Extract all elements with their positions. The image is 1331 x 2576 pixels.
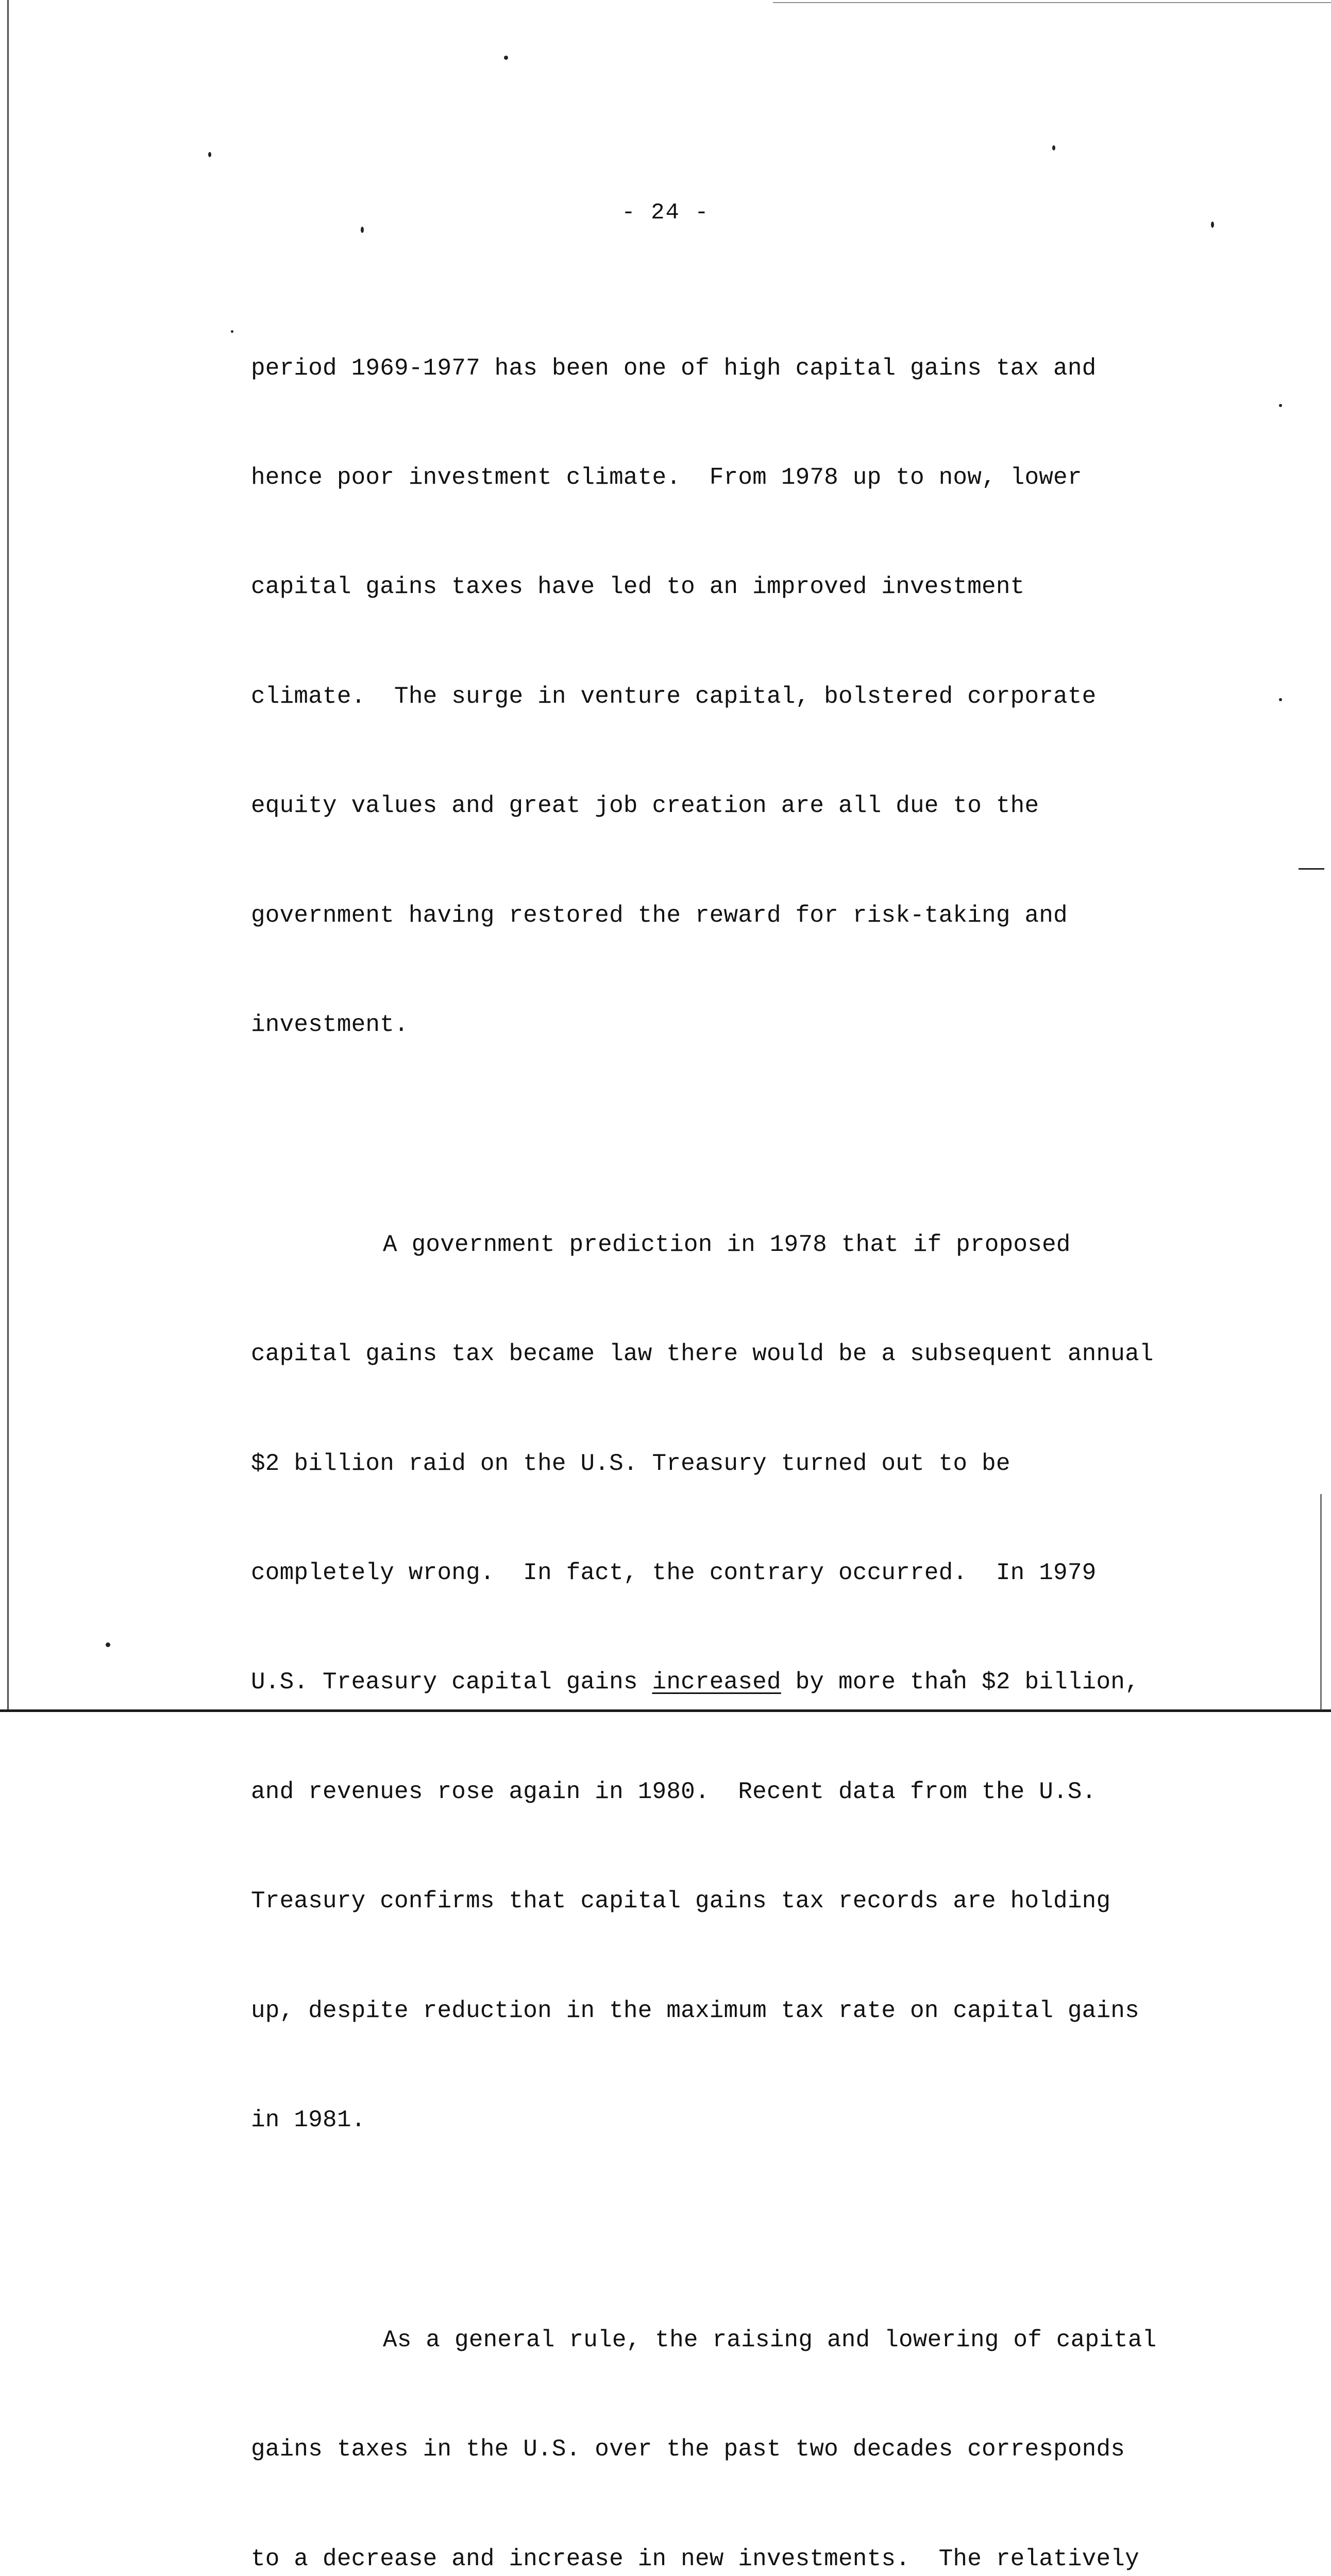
text-line: climate. The surge in venture capital, bolstered corporate bbox=[251, 683, 1097, 710]
scan-edge-left bbox=[7, 0, 9, 1710]
underlined-word: increased bbox=[652, 1669, 781, 1696]
text-line: investment. bbox=[251, 1011, 409, 1038]
text-line: to a decrease and increase in new investments. The relatively bbox=[251, 2545, 1139, 2572]
text-line: As a general rule, the raising and lowering of capital bbox=[383, 2327, 1157, 2354]
scan-speck bbox=[106, 1642, 110, 1647]
text-line: hence poor investment climate. From 1978 up to now, lower bbox=[251, 464, 1082, 491]
scan-speck bbox=[208, 152, 211, 157]
text-line: up, despite reduction in the maximum tax rate on capital gains bbox=[251, 1997, 1139, 2024]
text-line: and revenues rose again in 1980. Recent data from the U.S. bbox=[251, 1778, 1097, 1805]
scan-edge-top bbox=[773, 2, 1331, 3]
body-text bbox=[251, 277, 1230, 2576]
text-segment: U.S. Treasury capital gains bbox=[251, 1669, 652, 1696]
text-line: Treasury confirms that capital gains tax records are holding bbox=[251, 1888, 1111, 1915]
scan-speck bbox=[1299, 868, 1324, 870]
text-line: gains taxes in the U.S. over the past two decades corresponds bbox=[251, 2436, 1125, 2463]
text-line: capital gains tax became law there would be a subsequent annual bbox=[251, 1341, 1154, 1368]
scan-speck bbox=[1052, 145, 1055, 150]
text-line: capital gains taxes have led to an improved investment bbox=[251, 573, 1025, 601]
page-number: - 24 - bbox=[621, 200, 710, 226]
scan-speck bbox=[504, 56, 508, 60]
text-segment: by more than $2 billion, bbox=[781, 1669, 1139, 1696]
scan-speck bbox=[1279, 404, 1282, 407]
text-line: $2 billion raid on the U.S. Treasury turned out to be bbox=[251, 1450, 1010, 1477]
text-line: completely wrong. In fact, the contrary occurred. In 1979 bbox=[251, 1560, 1097, 1587]
text-line: in 1981. bbox=[251, 2107, 366, 2134]
text-line: government having restored the reward for risk-taking and bbox=[251, 902, 1068, 929]
scan-speck bbox=[1279, 698, 1282, 701]
text-line: equity values and great job creation are all due to the bbox=[251, 792, 1039, 820]
scan-speck bbox=[231, 330, 233, 333]
text-line-with-underline bbox=[251, 1664, 1230, 1701]
paragraph-3 bbox=[251, 2249, 1230, 2576]
paragraph-2 bbox=[251, 1154, 1230, 2211]
text-line: A government prediction in 1978 that if proposed bbox=[383, 1231, 1071, 1258]
scan-edge-right bbox=[1320, 1494, 1322, 1710]
paragraph-1 bbox=[251, 277, 1230, 1116]
scan-speck bbox=[361, 227, 364, 233]
text-line: period 1969-1977 has been one of high capital gains tax and bbox=[251, 354, 1097, 382]
